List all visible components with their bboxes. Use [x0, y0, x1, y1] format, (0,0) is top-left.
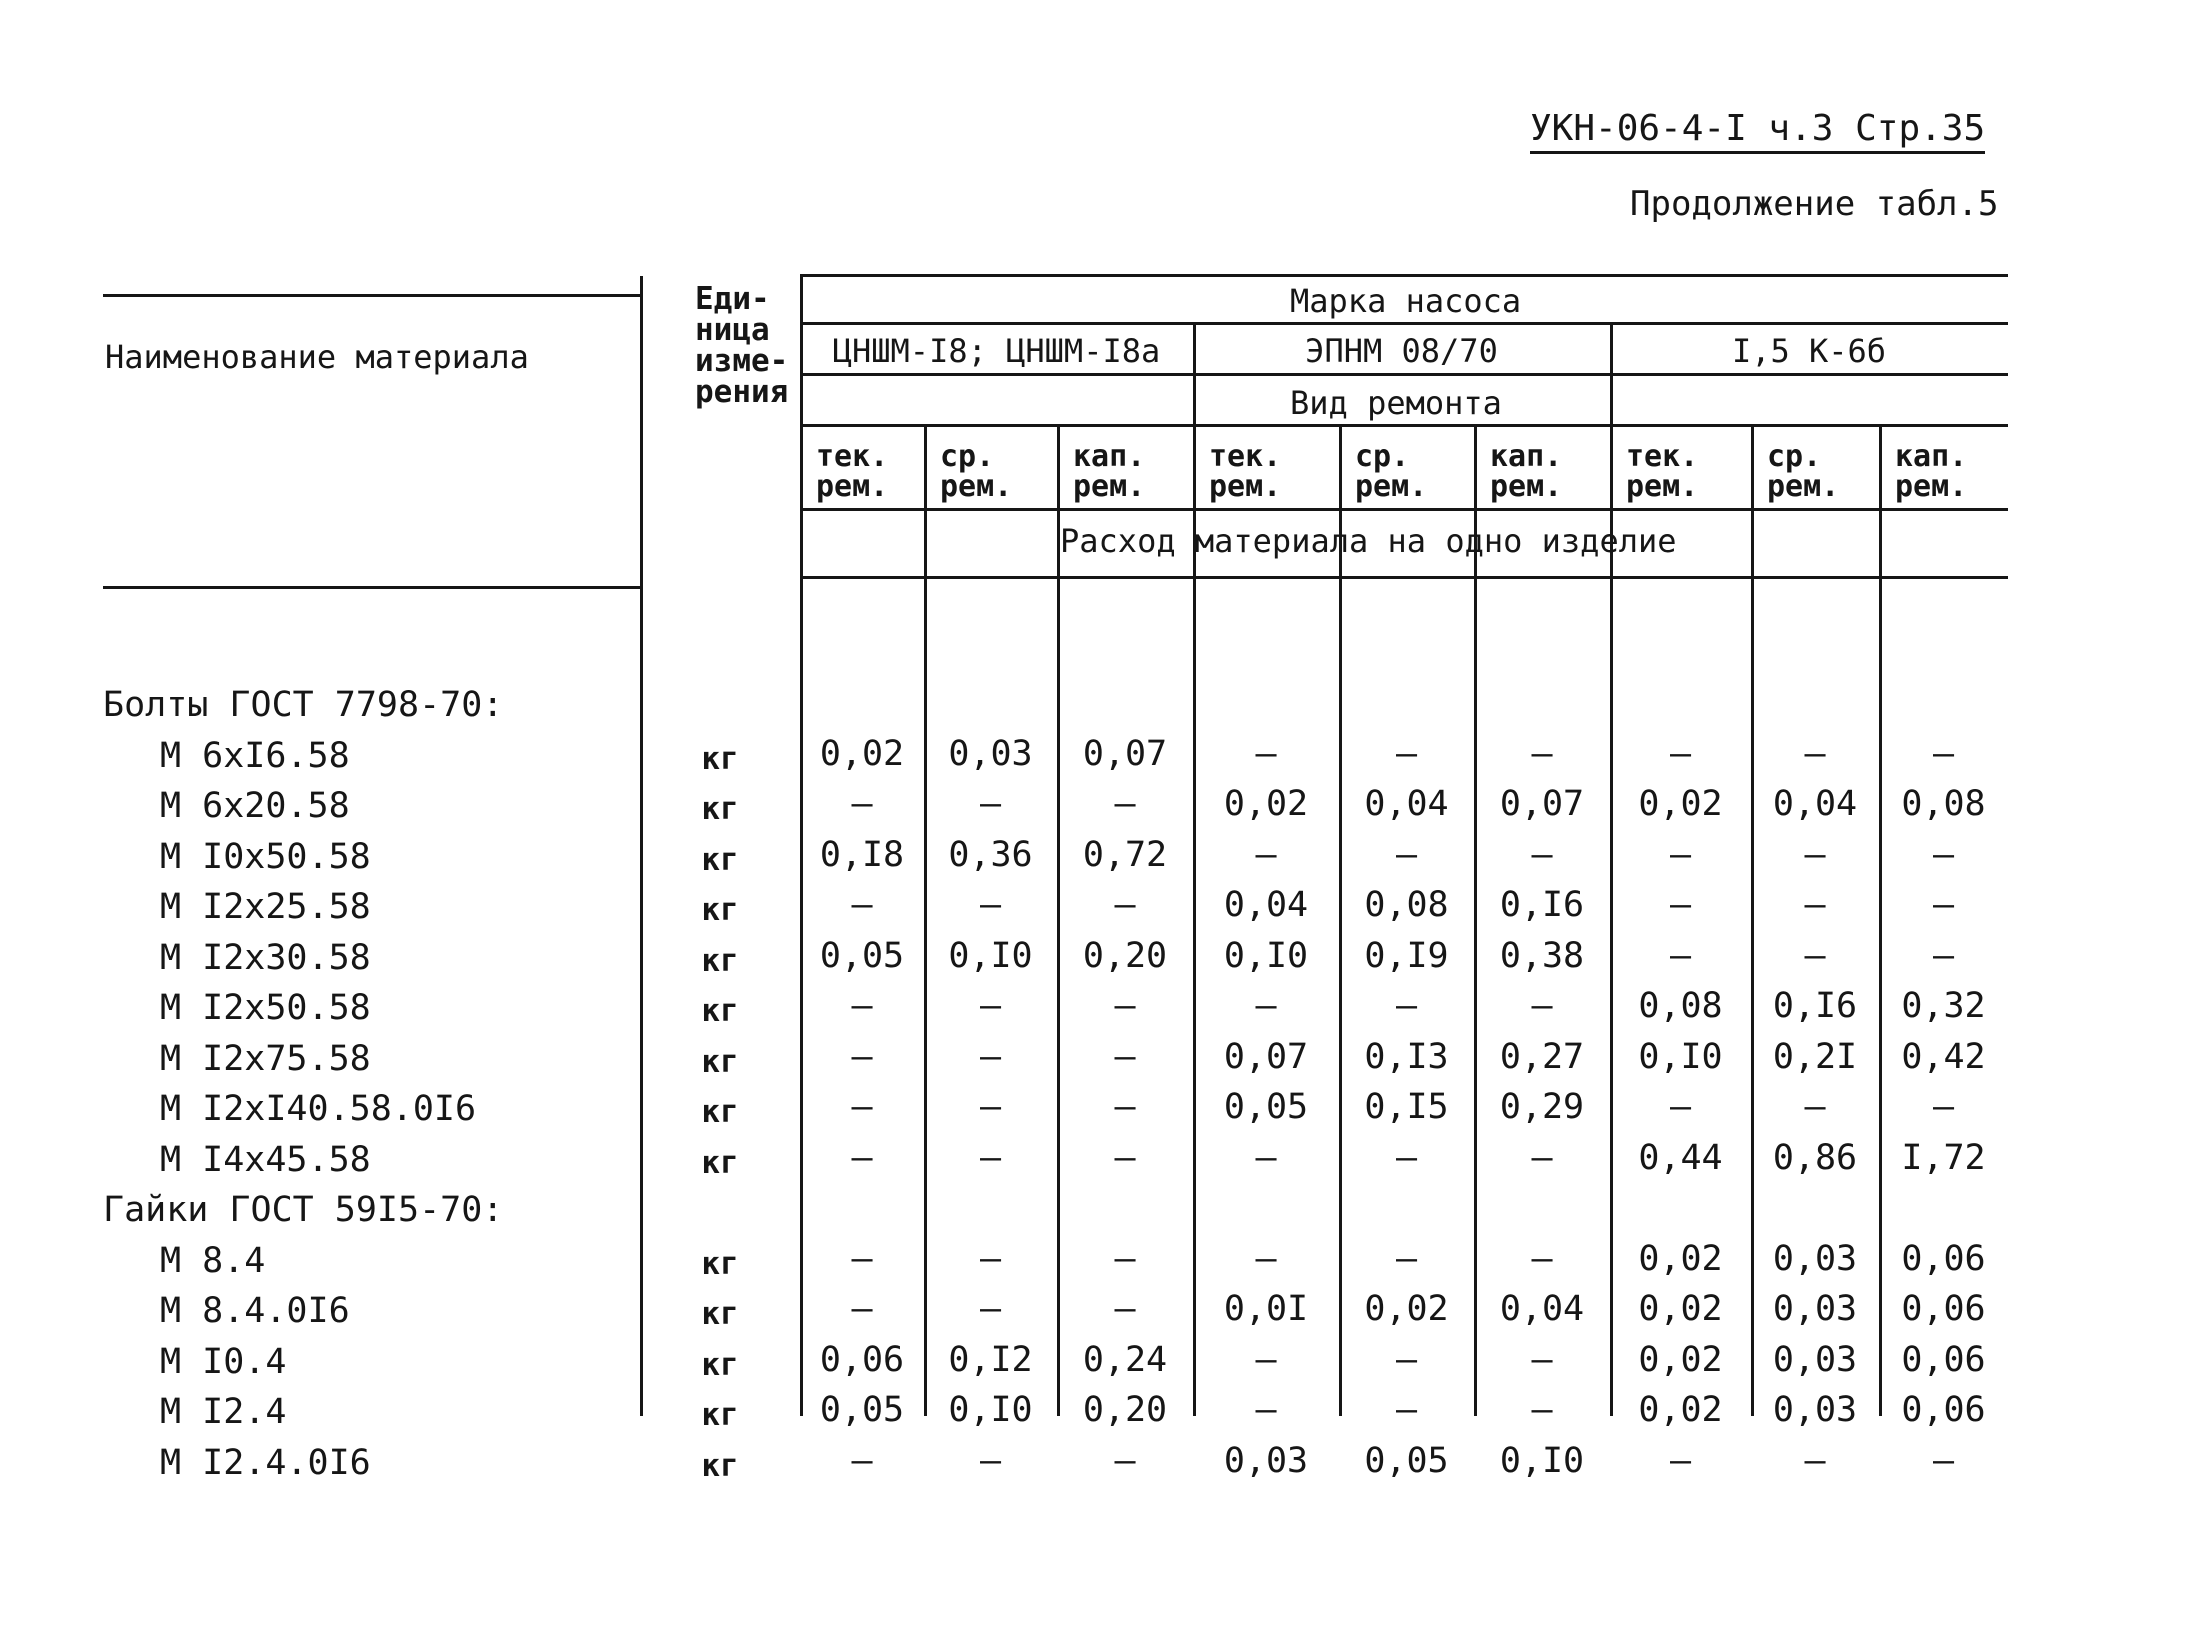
value-cell: 0,I0: [948, 935, 1033, 976]
header-repair-suffix: рем.: [1355, 469, 1428, 504]
value-cell: 0,I9: [1364, 935, 1449, 976]
header-pump-name: ЦНШМ-I8; ЦНШМ-I8а: [832, 332, 1161, 370]
value-cell: I,72: [1901, 1137, 1986, 1178]
value-cell: 0,04: [1772, 784, 1858, 824]
header-repair-suffix: рем.: [1490, 469, 1563, 504]
value-cell: 0,03: [1772, 1339, 1858, 1380]
value-cell: 0,02: [1638, 784, 1723, 824]
rule-top-left: [103, 294, 640, 297]
value-cell: –: [1531, 834, 1553, 875]
value-cell: 0,05: [819, 935, 905, 976]
value-cell: –: [851, 1440, 873, 1481]
unit-cell: кг: [701, 1245, 739, 1282]
value-cell: –: [979, 1087, 1002, 1127]
value-cell: –: [1804, 935, 1826, 976]
value-cell: –: [1255, 1390, 1277, 1430]
value-cell: 0,08: [1901, 784, 1986, 824]
value-cell: –: [979, 1137, 1002, 1178]
unit-cell: кг: [701, 740, 739, 777]
value-cell: –: [1114, 784, 1136, 824]
header-repair-suffix: рем.: [1626, 469, 1699, 504]
header-repair-suffix: рем.: [816, 469, 889, 504]
value-cell: –: [1932, 885, 1955, 925]
value-cell: –: [1804, 834, 1826, 875]
value-cell: –: [851, 885, 873, 925]
value-cell: 0,I5: [1364, 1087, 1449, 1127]
value-cell: 0,I3: [1364, 1036, 1449, 1077]
value-cell: –: [1255, 834, 1277, 875]
value-cell: –: [1669, 885, 1692, 925]
value-cell: –: [1932, 733, 1955, 774]
value-cell: –: [1531, 1339, 1553, 1380]
value-cell: 0,07: [1499, 784, 1585, 824]
value-cell: –: [1531, 1137, 1553, 1178]
value-cell: 0,2I: [1772, 1036, 1858, 1077]
value-cell: –: [1932, 935, 1955, 976]
value-cell: –: [1114, 1137, 1136, 1178]
unit-cell: кг: [701, 1043, 739, 1080]
value-cell: –: [1804, 733, 1826, 774]
value-cell: 0,29: [1499, 1087, 1585, 1127]
value-cell: –: [1395, 1390, 1418, 1430]
header-repair-kind: кап.: [1895, 439, 1968, 474]
value-cell: –: [1114, 1238, 1136, 1279]
material-name: М I4х45.58: [160, 1139, 371, 1180]
value-cell: –: [1395, 834, 1418, 875]
value-cell: 0,07: [1082, 733, 1168, 774]
unit-cell: кг: [701, 791, 739, 827]
value-cell: 0,06: [1901, 1238, 1986, 1279]
value-cell: –: [1804, 885, 1826, 925]
value-cell: –: [1804, 1087, 1826, 1127]
rule-pump: [800, 322, 2008, 325]
unit-cell: кг: [701, 841, 739, 878]
value-cell: –: [1255, 986, 1277, 1026]
unit-cell: кг: [701, 993, 739, 1029]
value-cell: 0,06: [1901, 1289, 1986, 1329]
unit-cell: кг: [701, 942, 739, 979]
value-cell: 0,04: [1223, 885, 1309, 925]
header-repair-suffix: рем.: [1767, 469, 1840, 504]
value-cell: 0,44: [1638, 1137, 1723, 1178]
value-cell: –: [1932, 1087, 1955, 1127]
value-cell: –: [1669, 935, 1692, 976]
material-name: М 6х20.58: [160, 786, 350, 826]
rule-repair: [800, 373, 2008, 376]
value-cell: –: [851, 1087, 873, 1127]
continuation-label: Продолжение табл.5: [1630, 184, 1999, 224]
value-cell: –: [979, 1036, 1002, 1077]
value-cell: –: [1255, 1238, 1277, 1279]
value-cell: 0,02: [1638, 1238, 1723, 1279]
value-cell: 0,38: [1499, 935, 1585, 976]
header-repair-suffix: рем.: [1073, 469, 1146, 504]
value-cell: –: [979, 1440, 1002, 1481]
value-cell: –: [979, 986, 1002, 1026]
value-cell: 0,02: [1223, 784, 1309, 824]
value-cell: 0,I6: [1772, 986, 1858, 1026]
material-name: М I2.4.0I6: [160, 1442, 371, 1483]
value-cell: 0,I6: [1499, 885, 1585, 925]
value-cell: 0,I0: [948, 1390, 1033, 1430]
header-consumption: Расход материала на одно изделие: [1060, 522, 1677, 560]
value-cell: 0,03: [948, 733, 1033, 774]
material-name: М 6хI6.58: [160, 735, 350, 776]
material-name: М I2х50.58: [160, 988, 371, 1028]
value-cell: 0,02: [1638, 1339, 1723, 1380]
value-cell: 0,03: [1772, 1289, 1858, 1329]
value-cell: –: [851, 986, 873, 1026]
value-cell: 0,07: [1223, 1036, 1309, 1077]
value-cell: 0,02: [1638, 1390, 1723, 1430]
value-cell: 0,08: [1638, 986, 1723, 1026]
value-cell: 0,32: [1901, 986, 1986, 1026]
value-cell: 0,I0: [1223, 935, 1309, 976]
value-cell: 0,03: [1223, 1440, 1309, 1481]
value-cell: 0,42: [1901, 1036, 1986, 1077]
unit-cell: кг: [701, 1397, 739, 1433]
value-cell: –: [1255, 1137, 1277, 1178]
header-unit-line: изме-: [695, 343, 789, 379]
header-repair-kind: ср.: [1355, 439, 1410, 474]
value-cell: 0,03: [1772, 1238, 1858, 1279]
value-cell: –: [851, 784, 873, 824]
header-repair-suffix: рем.: [940, 469, 1013, 504]
rule-top: [800, 274, 2008, 277]
value-cell: –: [1932, 1440, 1955, 1481]
value-cell: –: [1932, 834, 1955, 875]
value-cell: 0,20: [1082, 1390, 1168, 1430]
rule-bottom-left: [103, 586, 640, 589]
value-cell: 0,02: [1364, 1289, 1449, 1329]
value-cell: 0,I0: [1638, 1036, 1723, 1077]
header-repair-kind: ср.: [940, 439, 995, 474]
material-name: М I2х25.58: [160, 887, 371, 927]
unit-cell: кг: [701, 1447, 739, 1484]
value-cell: –: [1114, 885, 1136, 925]
rule-types: [800, 424, 2008, 427]
unit-cell: кг: [701, 1346, 739, 1383]
value-cell: –: [1255, 1339, 1277, 1380]
value-cell: –: [1531, 1238, 1553, 1279]
value-cell: –: [1395, 986, 1418, 1026]
value-cell: 0,I0: [1499, 1440, 1585, 1481]
value-cell: 0,86: [1772, 1137, 1858, 1178]
value-cell: 0,I8: [819, 834, 905, 875]
value-cell: –: [1804, 1440, 1826, 1481]
material-name: М I2х30.58: [160, 937, 371, 978]
value-cell: –: [1395, 733, 1418, 774]
rule-bottom: [800, 576, 2008, 579]
value-cell: 0,06: [819, 1339, 905, 1380]
value-cell: 0,27: [1499, 1036, 1585, 1077]
value-cell: –: [851, 1036, 873, 1077]
value-cell: 0,24: [1082, 1339, 1168, 1380]
value-cell: 0,02: [1638, 1289, 1723, 1329]
value-cell: –: [1114, 986, 1136, 1026]
doc-code: УКН-06-4-I ч.3 Стр.35: [1530, 108, 1985, 154]
value-cell: –: [1531, 1390, 1553, 1430]
header-pump-name: ЭПНМ 08/70: [1305, 332, 1498, 370]
value-cell: –: [1669, 834, 1692, 875]
value-cell: 0,72: [1082, 834, 1168, 875]
header-repair-kind: кап.: [1073, 439, 1146, 474]
material-name: М I2хI40.58.0I6: [160, 1089, 477, 1129]
unit-cell: кг: [701, 892, 739, 928]
header-material-name: Наименование материала: [105, 338, 529, 376]
value-cell: –: [1669, 733, 1692, 774]
value-cell: –: [1531, 986, 1553, 1026]
material-name: М 8.4: [160, 1240, 266, 1281]
header-repair-kind: тек.: [816, 439, 889, 474]
value-cell: 0,I2: [948, 1339, 1033, 1380]
value-cell: –: [979, 1238, 1002, 1279]
unit-cell: кг: [701, 1094, 739, 1130]
value-cell: 0,0I: [1223, 1289, 1309, 1329]
rule-types-bottom: [800, 508, 2008, 511]
header-unit-line: Еди-: [695, 281, 770, 317]
material-name: М I2х75.58: [160, 1038, 371, 1079]
header-repair-kind: тек.: [1209, 439, 1282, 474]
value-cell: –: [979, 784, 1002, 824]
value-cell: –: [979, 1289, 1002, 1329]
group-title: Гайки ГОСТ 59I5-70:: [103, 1190, 504, 1230]
value-cell: –: [1669, 1087, 1692, 1127]
header-repair-suffix: рем.: [1895, 469, 1968, 504]
value-cell: –: [1114, 1289, 1136, 1329]
value-cell: 0,02: [819, 733, 905, 774]
header-repair-kind: тек.: [1626, 439, 1699, 474]
unit-cell: кг: [701, 1144, 739, 1181]
value-cell: –: [1531, 733, 1553, 774]
value-cell: –: [851, 1289, 873, 1329]
value-cell: –: [1395, 1339, 1418, 1380]
material-name: М I2.4: [160, 1392, 287, 1432]
header-pump-name: I,5 К-6б: [1731, 332, 1887, 370]
value-cell: 0,06: [1901, 1390, 1986, 1430]
value-cell: –: [851, 1137, 873, 1178]
group-title: Болты ГОСТ 7798-70:: [103, 685, 504, 725]
header-repair-type: Вид ремонта: [1290, 384, 1502, 422]
value-cell: –: [979, 885, 1002, 925]
value-cell: –: [1255, 733, 1277, 774]
unit-cell: кг: [701, 1296, 739, 1332]
material-name: М I0.4: [160, 1341, 287, 1382]
value-cell: –: [1669, 1440, 1692, 1481]
value-cell: –: [1114, 1440, 1136, 1481]
value-cell: 0,06: [1901, 1339, 1986, 1380]
value-cell: 0,04: [1364, 784, 1449, 824]
material-name: М 8.4.0I6: [160, 1291, 350, 1331]
value-cell: –: [1114, 1036, 1136, 1077]
value-cell: –: [1395, 1137, 1418, 1178]
value-cell: 0,08: [1364, 885, 1449, 925]
value-cell: –: [1395, 1238, 1418, 1279]
header-repair-suffix: рем.: [1209, 469, 1282, 504]
header-unit-line: рения: [695, 374, 789, 410]
header-repair-kind: ср.: [1767, 439, 1822, 474]
header-unit-line: ница: [695, 312, 770, 348]
value-cell: 0,36: [948, 834, 1033, 875]
value-cell: 0,05: [819, 1390, 905, 1430]
value-cell: 0,03: [1772, 1390, 1858, 1430]
value-cell: 0,05: [1364, 1440, 1449, 1481]
value-cell: 0,05: [1223, 1087, 1309, 1127]
value-cell: 0,20: [1082, 935, 1168, 976]
value-cell: 0,04: [1499, 1289, 1585, 1329]
material-name: М I0х50.58: [160, 836, 371, 877]
value-cell: –: [1114, 1087, 1136, 1127]
value-cell: –: [851, 1238, 873, 1279]
header-pump-brand: Марка насоса: [1290, 282, 1522, 320]
header-repair-kind: кап.: [1490, 439, 1563, 474]
